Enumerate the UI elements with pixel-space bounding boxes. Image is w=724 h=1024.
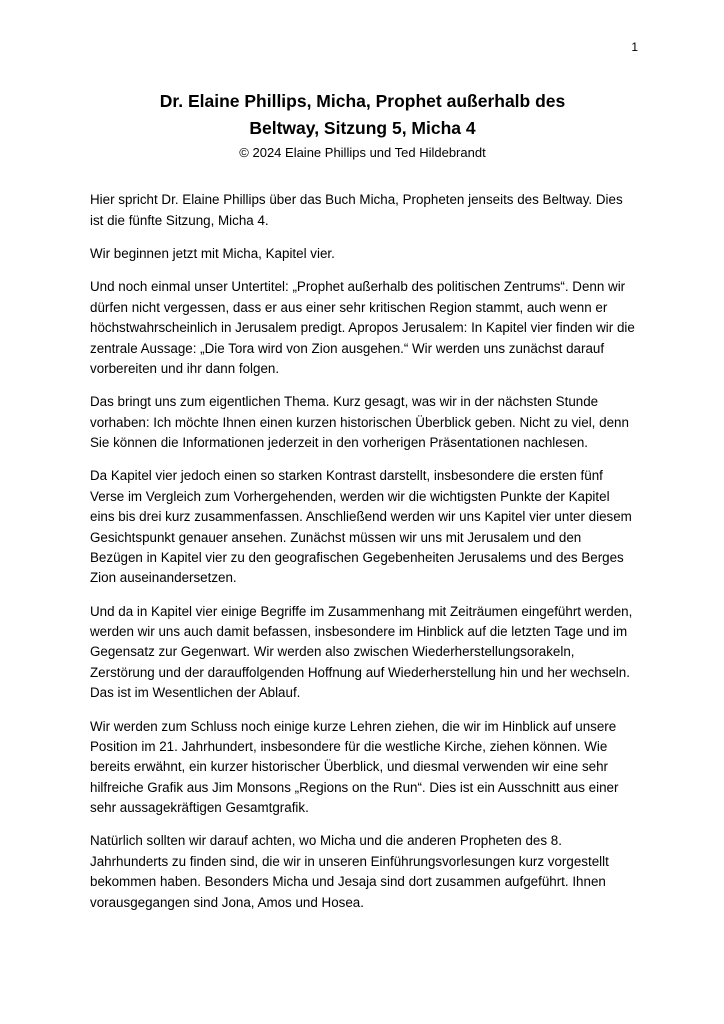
document-title bbox=[90, 88, 635, 142]
title-line-1: Dr. Elaine Phillips, Micha, Prophet außerhalb des bbox=[159, 91, 566, 111]
paragraph-7: Wir werden zum Schluss noch einige kurze Lehren ziehen, die wir im Hinblick auf unsere Position im 21. Jahrhundert, insbesondere für die westliche Kirche, ziehen können. Wie bereits erwähnt, ein kurzer historischer Überblick, und diesmal verwenden wir eine sehr hilfreiche Grafik aus Jim Monsons „Regions on the Run“. Dies ist ein Ausschnitt aus einer sehr aussagekräftigen Gesamtgrafik. bbox=[90, 718, 619, 815]
document-content bbox=[90, 88, 635, 926]
page-number: 1 bbox=[631, 40, 638, 54]
paragraph-2: Wir beginnen jetzt mit Micha, Kapitel vier. bbox=[90, 246, 335, 261]
paragraph-3: Und noch einmal unser Untertitel: „Prophet außerhalb des politischen Zentrums“. Denn wir dürfen nicht vergessen, dass er aus einer sehr kritischen Region stammt, auch wenn er höchstwahrscheinlich in Jerusalem predigt. Apropos Jerusalem: In Kapitel vier finden wir die zentrale Aussage: „Die Tora wird von Zion ausgehen.“ Wir werden uns zunächst darauf vorbereiten und ihr dann folgen. bbox=[90, 279, 635, 376]
document-body bbox=[90, 190, 635, 913]
paragraph-6: Und da in Kapitel vier einige Begriffe im Zusammenhang mit Zeiträumen eingeführt werden, werden wir uns auch damit befassen, insbesondere im Hinblick auf die letzten Tage und im Gegensatz zur Gegenwart. Wir werden also zwischen Wiederherstellungsorakeln, Zerstörung und der darauffolgenden Hoffnung auf Wiederherstellung hin und her wechseln. Das ist im Wesentlichen der Ablauf. bbox=[90, 603, 633, 701]
paragraph-4: Das bringt uns zum eigentlichen Thema. Kurz gesagt, was wir in der nächsten Stunde vorhaben: Ich möchte Ihnen einen kurzen historischen Überblick geben. Nicht zu viel, denn Sie können die Informationen jederzeit in den vorherigen Präsentationen nachlesen. bbox=[90, 394, 629, 450]
paragraph-1: Hier spricht Dr. Elaine Phillips über das Buch Micha, Propheten jenseits des Beltway. Dies ist die fünfte Sitzung, Micha 4. bbox=[90, 192, 623, 228]
paragraph-8: Natürlich sollten wir darauf achten, wo Micha und die anderen Propheten des 8. Jahrhunderts zu finden sind, die wir in unseren Einführungsvorlesungen kurz vorgestellt bekommen haben. Besonders Micha und Jesaja sind dort zusammen aufgeführt. Ihnen vorausgegangen sind Jona, Amos und Hosea. bbox=[90, 833, 609, 910]
copyright-line: © 2024 Elaine Phillips und Ted Hildebrandt bbox=[239, 145, 486, 161]
title-line-2: Beltway, Sitzung 5, Micha 4 bbox=[249, 118, 476, 139]
paragraph-5: Da Kapitel vier jedoch einen so starken Kontrast darstellt, insbesondere die ersten fünf Verse im Vergleich zum Vorhergehenden, werden wir die wichtigsten Punkte der Kapitel eins bis drei kurz zusammenfassen. Anschließend werden wir uns Kapitel vier unter diesem Gesichtspunkt genauer ansehen. Zunächst müssen wir uns mit Jerusalem und den Bezügen in Kapitel vier zu den geografischen Gegebenheiten Jerusalems und des Berges Zion auseinandersetzen. bbox=[90, 468, 632, 586]
